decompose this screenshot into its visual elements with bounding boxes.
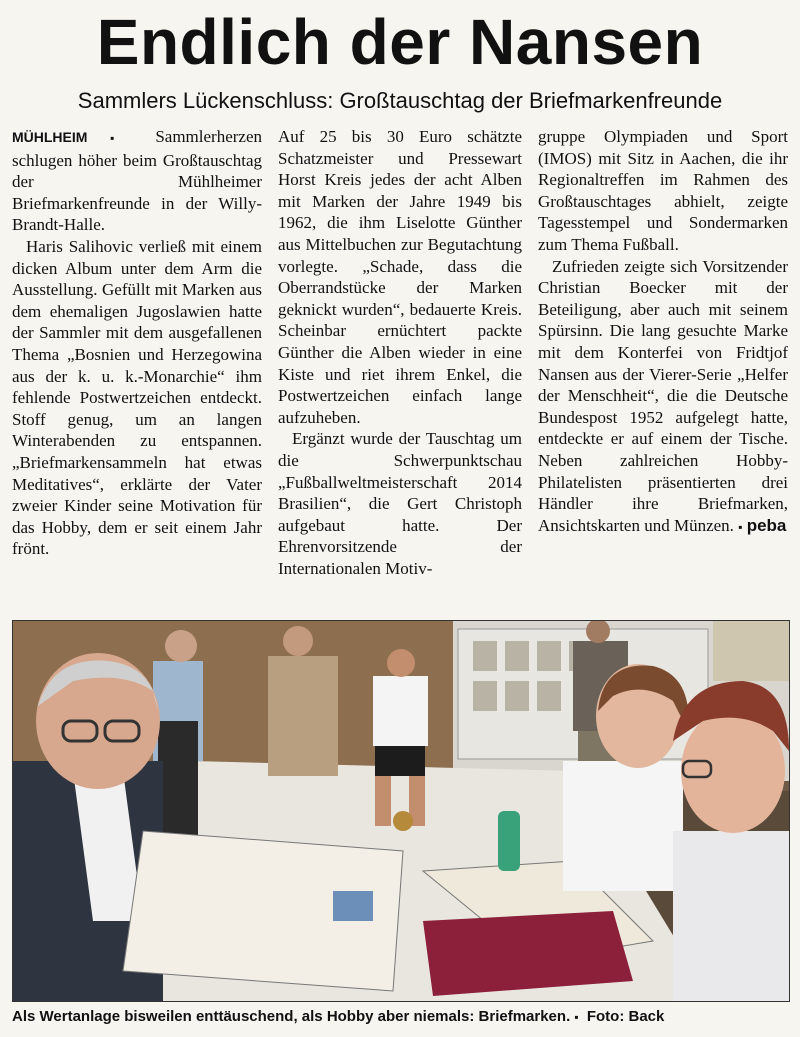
subheadline: Sammlers Lückenschluss: Großtauschtag der Briefmarkenfreunde (77, 88, 723, 113)
article-column-1 (12, 126, 262, 606)
separator-square: ▪ (738, 519, 743, 534)
dateline: MÜHLHEIM (12, 129, 88, 145)
paragraph: gruppe Olympiaden und Sport (IMOS) mit Sitz in Aachen, die ihr Regionaltreffen im Rahmen des Großtauschtages abhielt, zeigte Tagesstempel und Sondermarken zum Thema Fußball. (538, 127, 788, 254)
article-column-2 (278, 126, 522, 606)
byline: peba (746, 515, 787, 535)
paragraph (12, 126, 262, 236)
paragraph: Auf 25 bis 30 Euro schätzte Schatzmeister und Pressewart Horst Kreis jedes der acht Alben mit Marken der Jahre 1949 bis 1962, die ihm Liselotte Günther aus Mittelbuchen zur Begutachtung vorlegte. „Schade, dass die Oberrandstücke der Marken geknickt wurden“, bedauerte Kreis. Scheinbar ernüchtert packte Günther die Alben wieder in eine Kiste und riet ihrem Enkel, die Postwertzeichen einfach lange aufzuheben. (278, 127, 522, 427)
photo-illustration (13, 621, 789, 1001)
article-photo (12, 620, 790, 1002)
caption-text: Als Wertanlage bisweilen enttäuschend, als Hobby aber niemals: Briefmarken. (12, 1008, 571, 1025)
paragraph: Ergänzt wurde der Tauschtag um die Schwerpunktschau „Fußballweltmeisterschaft 2014 Brasilien“, die Gert Christoph aufgebaut hatte. Der Ehrenvorsitzende der Internationalen Motiv- (278, 429, 522, 578)
separator-square: ▪ (574, 1010, 579, 1024)
photo-credit: Foto: Back (586, 1008, 665, 1025)
headline: Endlich der Nansen (96, 6, 704, 78)
paragraph: Haris Salihovic verließ mit einem dicken Album unter dem Arm die Ausstellung. Gefüllt mit Marken aus dem ehemaligen Jugoslawien hatte der Sammler mit dem ausgefallenen Thema „Bosnien und Herzegowina aus der k. u. k.-Monarchie“ ihm fehlende Postwertzeichen entdeckt. Stoff genug, um an langen Winterabenden zu entspannen. „Briefmarkensammeln hat etwas Meditatives“, erklärte der Vater zweier Kinder seine Motivation für das Hobby, dem er seit einem Jahr frönt. (12, 236, 262, 559)
separator-square: ▪ (110, 131, 133, 145)
photo-caption (12, 1006, 788, 1028)
article-column-3 (538, 126, 788, 606)
paragraph (538, 256, 788, 539)
paragraph-text: Zufrieden zeigte sich Vorsitzender Christian Boecker mit der Beteiligung, aber auch mit seinem Spürsinn. Die lang gesuchte Marke mit dem Konterfei von Fridtjof Nansen aus der Vierer-Serie „Helfer der Menschheit“, die die Deutsche Bundespost 1952 aufgelegt hatte, entdeckte er auf einem der Tische. Neben zahlreichen Hobby-Philatelisten präsentierten drei Händler ihre Briefmarken, Ansichtskarten und Münzen. (538, 256, 788, 535)
paragraph-text: Sammlerherzen schlugen höher beim Großtauschtag der Mühlheimer Briefmarkenfreunde in der Willy-Brandt-Halle. (12, 127, 262, 235)
